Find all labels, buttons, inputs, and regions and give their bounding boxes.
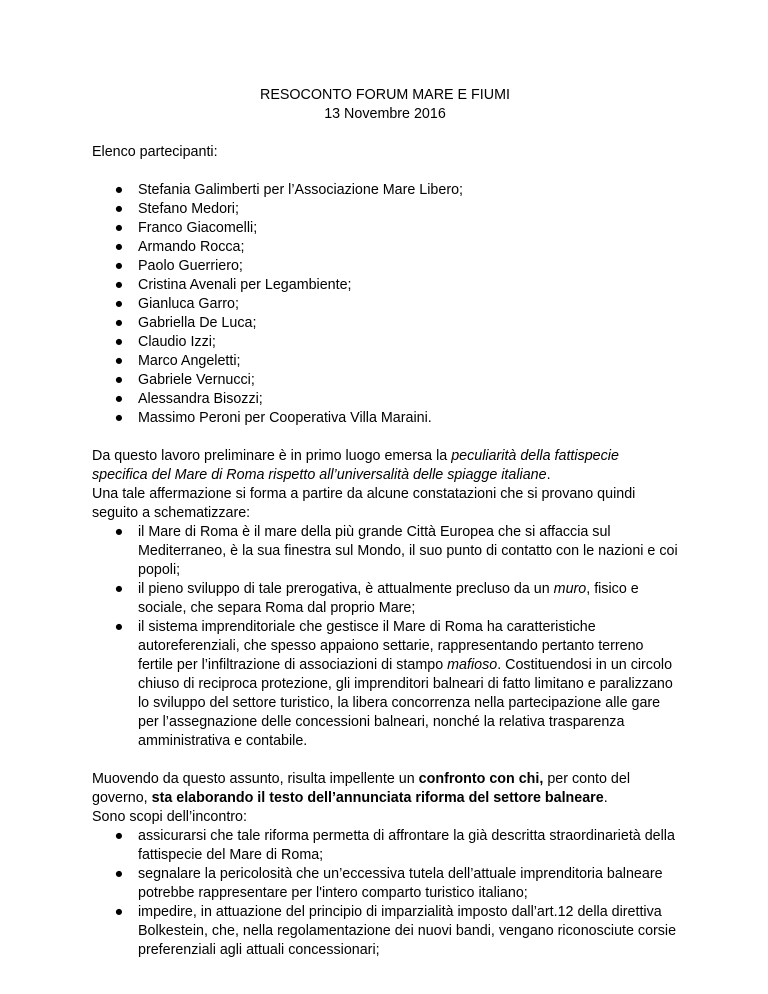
bullet-icon: ● (114, 277, 124, 293)
bullet-icon: ● (114, 581, 124, 597)
bullet-icon: ● (114, 334, 124, 350)
list-item: ● il sistema imprenditoriale che gestisce il Mare di Roma ha caratteristiche autoreferenziali, che spesso appaiono settarie, rappresentando pertanto terreno fertile per l’infiltrazione di associazioni di stampo mafioso. Costituendosi in un circolo chiuso di reciproca protezione, gli imprenditori balneari di fatto limitano e paralizzano lo sviluppo del settore turistico, la libera concorrenza nella partecipazione alle gare per l’assegnazione delle concessioni balneari, nonché la relativa trasparenza amministrativa e contabile. (92, 618, 678, 751)
list-item: ● impedire, in attuazione del principio di imparzialità imposto dall’art.12 della direttiva Bolkestein, che, nella regolamentazione dei nuovi bandi, vengano riconosciute corsie preferenziali agli attuali concessionari; (92, 903, 678, 960)
list-item: ● Gabriele Vernucci; (92, 371, 678, 390)
document-page (92, 86, 678, 960)
constatazioni-list (92, 523, 678, 751)
bullet-icon: ● (114, 258, 124, 274)
list-item: ● Massimo Peroni per Cooperativa Villa Maraini. (92, 409, 678, 428)
scopi-paragraph: Sono scopi dell’incontro: (92, 809, 247, 825)
list-item: ● Armando Rocca; (92, 238, 678, 257)
constatazioni-paragraph: Una tale affermazione si forma a partire da alcune constatazioni che si provano quindi seguito a schematizzare: (92, 486, 636, 521)
list-item: ● Cristina Avenali per Legambiente; (92, 276, 678, 295)
list-item: ● Claudio Izzi; (92, 333, 678, 352)
list-item: ● Paolo Guerriero; (92, 257, 678, 276)
bullet-icon: ● (114, 239, 124, 255)
document-title: RESOCONTO FORUM MARE E FIUMI (260, 87, 510, 103)
list-item: ● assicurarsi che tale riforma permetta di affrontare la già descritta straordinarietà della fattispecie del Mare di Roma; (92, 827, 678, 865)
bullet-icon: ● (114, 904, 124, 920)
list-item: ● Stefano Medori; (92, 200, 678, 219)
bullet-icon: ● (114, 410, 124, 426)
list-item: ● Franco Giacomelli; (92, 219, 678, 238)
bullet-icon: ● (114, 828, 124, 844)
list-item: ● Gianluca Garro; (92, 295, 678, 314)
list-item: ● Stefania Galimberti per l’Associazione Mare Libero; (92, 181, 678, 200)
participants-list (92, 181, 678, 428)
bullet-icon: ● (114, 201, 124, 217)
list-item: ● segnalare la pericolosità che un’eccessiva tutela dell’attuale imprenditoria balneare potrebbe rappresentare per l'intero comparto turistico italiano; (92, 865, 678, 903)
bullet-icon: ● (114, 524, 124, 540)
intro-paragraph: Da questo lavoro preliminare è in primo luogo emersa la peculiarità della fattispecie specifica del Mare di Roma rispetto all’universalità delle spiagge italiane. (92, 448, 619, 483)
list-item: ● Marco Angeletti; (92, 352, 678, 371)
bullet-icon: ● (114, 182, 124, 198)
list-item: ● Alessandra Bisozzi; (92, 390, 678, 409)
riforma-paragraph: Muovendo da questo assunto, risulta impellente un confronto con chi, per conto del governo, sta elaborando il testo dell’annunciata riforma del settore balneare. (92, 771, 630, 806)
list-item: ● il pieno sviluppo di tale prerogativa, è attualmente precluso da un muro, fisico e sociale, che separa Roma dal proprio Mare; (92, 580, 678, 618)
bullet-icon: ● (114, 866, 124, 882)
bullet-icon: ● (114, 619, 124, 635)
scopi-list (92, 827, 678, 960)
bullet-icon: ● (114, 315, 124, 331)
bullet-icon: ● (114, 296, 124, 312)
bullet-icon: ● (114, 391, 124, 407)
participants-label: Elenco partecipanti: (92, 144, 218, 160)
bullet-icon: ● (114, 353, 124, 369)
bullet-icon: ● (114, 372, 124, 388)
bullet-icon: ● (114, 220, 124, 236)
list-item: ● Gabriella De Luca; (92, 314, 678, 333)
list-item: ● il Mare di Roma è il mare della più grande Città Europea che si affaccia sul Mediterraneo, è la sua finestra sul Mondo, il suo punto di contatto con le nazioni e coi popoli; (92, 523, 678, 580)
document-date: 13 Novembre 2016 (324, 106, 446, 122)
